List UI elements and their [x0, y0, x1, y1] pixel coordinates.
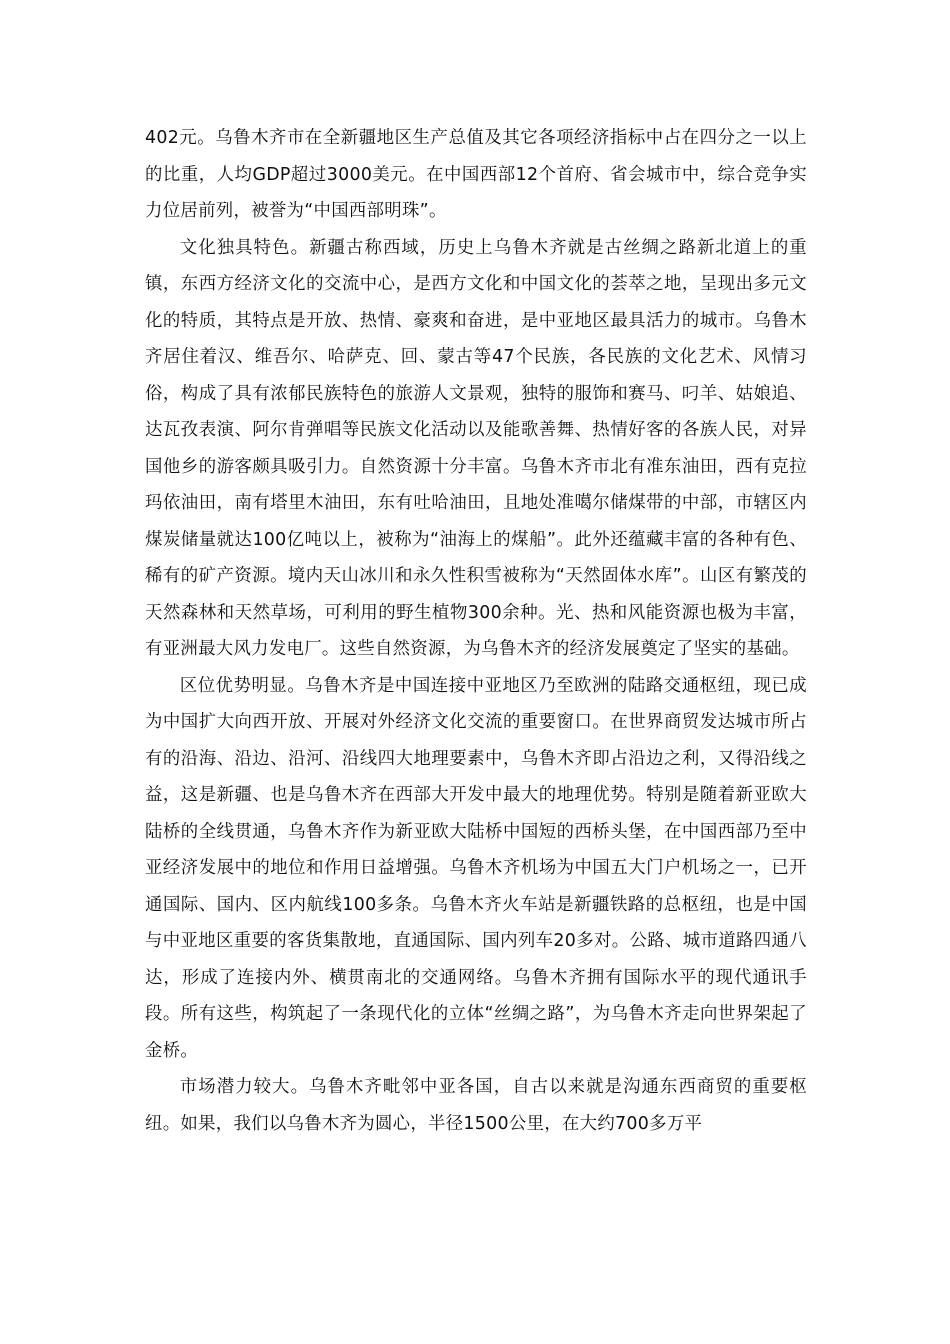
paragraph-market: 市场潜力较大。乌鲁木齐毗邻中亚各国，自古以来就是沟通东西商贸的重要枢纽。如果，我们以乌鲁木齐为圆心，半径1500公里，在大约700多万平: [145, 1077, 807, 1134]
paragraph-continued: 402元。乌鲁木齐市在全新疆地区生产总值及其它各项经济指标中占在四分之一以上的比重，人均GDP超过3000美元。在中国西部12个首府、省会城市中，综合竞争实力位居前列，被誉为“中国西部明珠”。: [145, 128, 807, 221]
body-text: [145, 120, 807, 1142]
paragraph-location: 区位优势明显。乌鲁木齐是中国连接中亚地区乃至欧洲的陆路交通枢纽，现已成为中国扩大向西开放、开展对外经济文化交流的重要窗口。在世界商贸发达城市所占有的沿海、沿边、沿河、沿线四大地理要素中，乌鲁木齐即占沿边之利，又得沿线之益，这是新疆、也是乌鲁木齐在西部大开发中最大的地理优势。特别是随着新亚欧大陆桥的全线贯通，乌鲁木齐作为新亚欧大陆桥中国短的西桥头堡，在中国西部乃至中亚经济发展中的地位和作用日益增强。乌鲁木齐机场为中国五大门户机场之一，已开通国际、国内、区内航线100多条。乌鲁木齐火车站是新疆铁路的总枢纽，也是中国与中亚地区重要的客货集散地，直通国际、国内列车20多对。公路、城市道路四通八达，形成了连接内外、横贯南北的交通网络。乌鲁木齐拥有国际水平的现代通讯手段。所有这些，构筑起了一条现代化的立体“丝绸之路”，为乌鲁木齐走向世界架起了金桥。: [145, 675, 807, 1061]
paragraph-culture: 文化独具特色。新疆古称西域，历史上乌鲁木齐就是古丝绸之路新北道上的重镇，东西方经济文化的交流中心，是西方文化和中国文化的荟萃之地，呈现出多元文化的特质，其特点是开放、热情、豪爽和奋进，是中亚地区最具活力的城市。乌鲁木齐居住着汉、维吾尔、哈萨克、回、蒙古等47个民族，各民族的文化艺术、风情习俗，构成了具有浓郁民族特色的旅游人文景观，独特的服饰和赛马、叼羊、姑娘追、达瓦孜表演、阿尔肯弹唱等民族文化活动以及能歌善舞、热情好客的各族人民，对异国他乡的游客颇具吸引力。自然资源十分丰富。乌鲁木齐市北有准东油田，西有克拉玛依油田，南有塔里木油田，东有吐哈油田，且地处准噶尔储煤带的中部，市辖区内煤炭储量就达100亿吨以上，被称为“油海上的煤船”。此外还蕴藏丰富的各种有色、稀有的矿产资源。境内天山冰川和永久性积雪被称为“天然固体水库”。山区有繁茂的天然森林和天然草场，可利用的野生植物300余种。光、热和风能资源也极为丰富，有亚洲最大风力发电厂。这些自然资源，为乌鲁木齐的经济发展奠定了坚实的基础。: [145, 237, 807, 659]
